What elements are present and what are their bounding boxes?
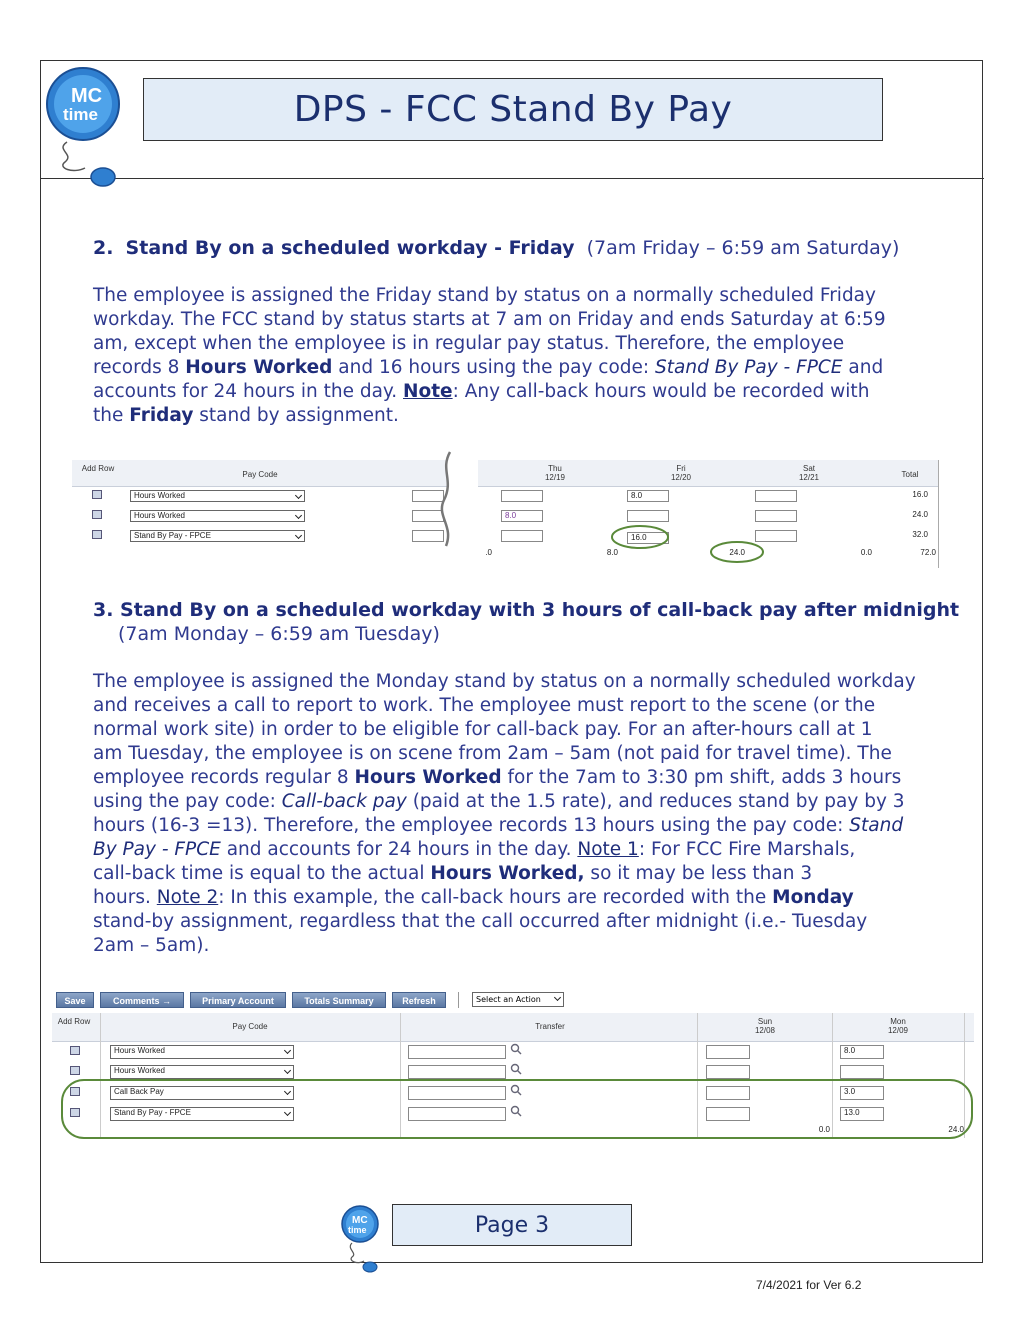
comments-button[interactable]: Comments → [100,992,184,1008]
mon-hours-input[interactable]: 3.0 [840,1086,884,1100]
section2-num: 2. [93,237,114,259]
s3-line8: By Pay - FPCE and accounts for 24 hours in the day. Note 1: For FCC Fire Marshals, [93,839,856,860]
pay-code-select[interactable]: Hours Worked [130,490,305,502]
add-row-icon[interactable] [92,490,102,499]
svg-text:MC: MC [71,85,103,107]
add-row-header: Add Row [57,1017,91,1026]
mon-hours-input[interactable]: 8.0 [840,1045,884,1059]
section3-title: 3. Stand By on a scheduled workday with 3 hours of call-back pay after midnight [93,599,960,621]
sat-total: 0.0 [860,548,872,557]
transfer-header: Transfer [535,1022,565,1031]
s3-line4: am Tuesday, the employee is on scene from 2am – 5am (not paid for travel time). The [93,743,892,764]
add-row-icon[interactable] [70,1046,80,1055]
add-row-header: Add Row [81,464,115,473]
pay-code-select[interactable]: Hours Worked [130,510,305,522]
row-total: 24.0 [912,510,928,519]
thu-total: 8.0 [606,548,618,557]
section3-heading [93,598,959,646]
mon-hours-input[interactable]: 13.0 [840,1107,884,1121]
total-header: Total [901,470,919,479]
section2-time: (7am Friday – 6:59 am Saturday) [586,237,900,259]
s2-line1: The employee is assigned the Friday stand by status on a normally scheduled Friday [93,285,876,306]
highlight-oval [60,1078,976,1142]
transfer-input[interactable] [408,1045,506,1059]
section2-title: Stand By on a scheduled workday - Friday [125,237,575,259]
row-total: 32.0 [912,530,928,539]
fri-header: Fri 12/20 [670,464,692,482]
primary-account-button[interactable]: Primary Account [190,992,286,1008]
action-select[interactable]: Select an Action [472,992,564,1007]
page-number: Page 3 [474,1212,550,1238]
toolbar-separator [458,992,459,1008]
s2-line5: accounts for 24 hours in the day. Note: Any call-back hours would be recorded with [93,381,870,402]
thu-header: Thu 12/19 [544,464,566,482]
pay-code-header: Pay Code [242,470,278,479]
total-left: .0 [485,548,492,557]
mon-total: 24.0 [948,1125,964,1134]
mon-header: Mon 12/09 [887,1017,909,1035]
sun-hours-input[interactable] [706,1045,750,1059]
thu-hours-input[interactable] [501,490,543,502]
sun-total: 0.0 [818,1125,830,1134]
section2-heading [93,236,899,260]
fri-hours-input[interactable]: 8.0 [627,490,669,502]
pay-code-select[interactable]: Stand By Pay - FPCE [110,1107,294,1121]
s2-line6: the Friday stand by assignment. [93,405,399,426]
s2-line2: workday. The FCC stand by status starts at 7 am on Friday and ends Saturday at 6:59 [93,309,886,330]
s3-line2: and receives a call to report to work. The employee must report to the scene (or the [93,695,876,716]
s3-line10: hours. Note 2: In this example, the call-back hours are recorded with the Monday [93,887,854,908]
s3-line6: using the pay code: Call-back pay (paid at the 1.5 rate), and reduces stand by pay by 3 [93,791,905,812]
thu-hours-input[interactable]: 8.0 [501,510,543,522]
transfer-input[interactable] [408,1065,506,1079]
sun-hours-input[interactable] [706,1065,750,1079]
sat-header: Sat 12/21 [798,464,820,482]
page-number-box [392,1204,632,1246]
s3-line1: The employee is assigned the Monday stand by status on a normally scheduled workday [93,671,916,692]
highlight-ovals [610,520,770,570]
s3-line5: employee records regular 8 Hours Worked for the 7am to 3:30 pm shift, adds 3 hours [93,767,902,788]
torn-edge [432,450,462,560]
pay-code-select[interactable]: Call Back Pay [110,1086,294,1100]
header-divider [40,178,984,179]
add-row-icon[interactable] [70,1066,80,1075]
sat-hours-input[interactable] [755,490,797,502]
totals-summary-button[interactable]: Totals Summary [292,992,386,1008]
svg-text:MC: MC [352,1215,368,1226]
svg-text:time: time [348,1225,367,1235]
add-row-icon[interactable] [92,530,102,539]
s3-line11: stand-by assignment, regardless that the call occurred after midnight (i.e.- Tuesday [93,911,868,932]
s3-line7: hours (16-3 =13). Therefore, the employee records 13 hours using the pay code: Stand [93,815,904,836]
mon-hours-input[interactable] [840,1065,884,1079]
svg-text:time: time [63,105,98,124]
refresh-button[interactable]: Refresh [392,992,446,1008]
section2-body [93,284,963,428]
s3-line12: 2am – 5am). [93,935,210,956]
save-button[interactable]: Save [56,992,94,1008]
s3-line3: normal work site) in order to be eligible for call-back pay. For an after-hours call at 1 [93,719,873,740]
row-total: 16.0 [912,490,928,499]
pay-code-select[interactable]: Hours Worked [110,1045,294,1059]
fri-hours-input[interactable]: 16.0 [627,532,669,544]
add-row-icon[interactable] [92,510,102,519]
s2-line3: am, except when the employee is in regular pay status. Therefore, the employee [93,333,845,354]
s3-line9: call-back time is equal to the actual Hours Worked, so it may be less than 3 [93,863,813,884]
mc-time-logo [45,62,125,192]
pay-code-select[interactable]: Hours Worked [110,1065,294,1079]
section3-body [93,670,963,958]
sun-header: Sun 12/08 [754,1017,776,1035]
mc-time-logo-small [340,1203,384,1275]
section3-time: (7am Monday – 6:59 am Tuesday) [118,623,440,645]
s2-line4: records 8 Hours Worked and 16 hours using the pay code: Stand By Pay - FPCE and [93,357,884,378]
grand-total: 72.0 [920,548,936,557]
page-title-box [143,78,883,141]
pay-code-select[interactable]: Stand By Pay - FPCE [130,530,305,542]
thu-hours-input[interactable] [501,530,543,542]
footer-date: 7/4/2021 for Ver 6.2 [756,1278,862,1292]
fri-total: 24.0 [729,548,745,557]
page-title: DPS - FCC Stand By Pay [293,89,733,130]
pay-code-header: Pay Code [232,1022,268,1031]
